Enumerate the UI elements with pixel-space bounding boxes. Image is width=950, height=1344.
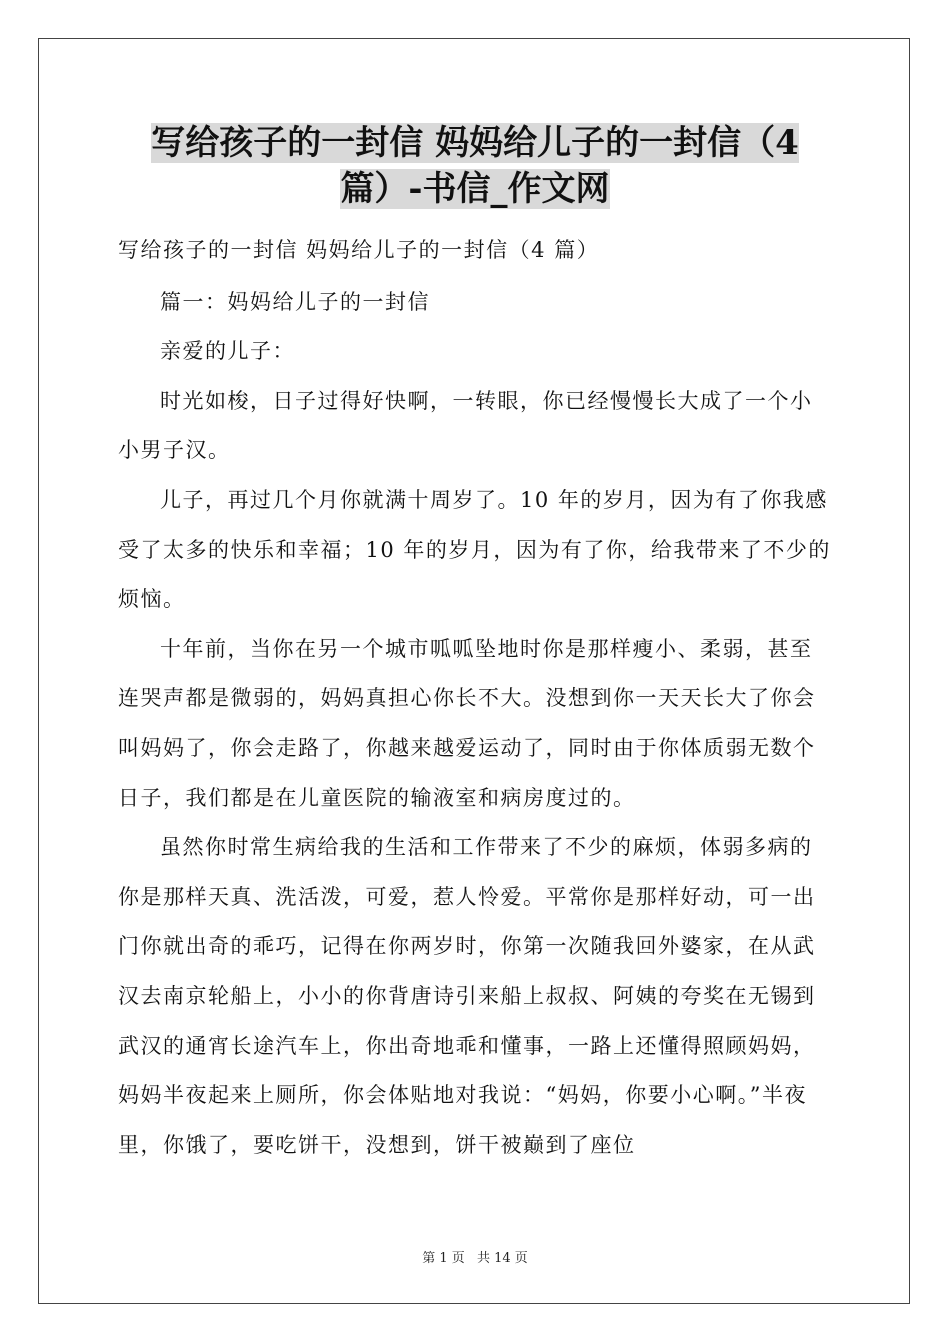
page-footer — [0, 1247, 950, 1266]
document-title — [118, 120, 832, 212]
paragraph: 时光如梭，日子过得好快啊，一转眼，你已经慢慢长大成了一个小小男子汉。 — [118, 388, 813, 463]
title-line-1: 写给孩子的一封信 妈妈给儿子的一封信（4 — [151, 123, 799, 163]
paragraph: 虽然你时常生病给我的生活和工作带来了不少的麻烦，体弱多病的你是那样天真、洗活泼，可爱，惹人怜爱。平常你是那样好动，可一出门你就出奇的乖巧，记得在你两岁时，你第一次随我回外婆家，在从武汉去南京轮船上，小小的你背唐诗引来船上叔叔、阿姨的夸奖在无锡到武汉的通宵长途汽车上，你出奇地乖和懂事，一路上还懂得照顾妈妈，妈妈半夜起来上厕所，你会体贴地对我说：“妈妈，你要小心啊。”半夜里，你饿了，要吃饼干，没想到，饼干被巅到了座位 — [118, 835, 816, 1157]
salutation: 亲爱的儿子： — [160, 339, 295, 364]
document-body — [118, 226, 832, 1170]
page-total: 共 14 页 — [476, 1251, 528, 1266]
intro-line: 写给孩子的一封信 妈妈给儿子的一封信（4 篇） — [118, 238, 600, 262]
title-line-2: 篇）-书信_作文网 — [340, 169, 610, 209]
page-number: 第 1 页 — [422, 1251, 465, 1266]
paragraph: 儿子，再过几个月你就满十周岁了。10 年的岁月，因为有了你我感受了太多的快乐和幸福；10 年的岁月，因为有了你，给我带来了不少的烦恼。 — [118, 487, 831, 612]
section-heading: 篇一：妈妈给儿子的一封信 — [160, 289, 430, 314]
paragraph: 十年前，当你在另一个城市呱呱坠地时你是那样瘦小、柔弱，甚至连哭声都是微弱的，妈妈真担心你长不大。没想到你一天天长大了你会叫妈妈了，你会走路了，你越来越爱运动了，同时由于你体质弱无数个日子，我们都是在儿童医院的输液室和病房度过的。 — [118, 636, 816, 810]
